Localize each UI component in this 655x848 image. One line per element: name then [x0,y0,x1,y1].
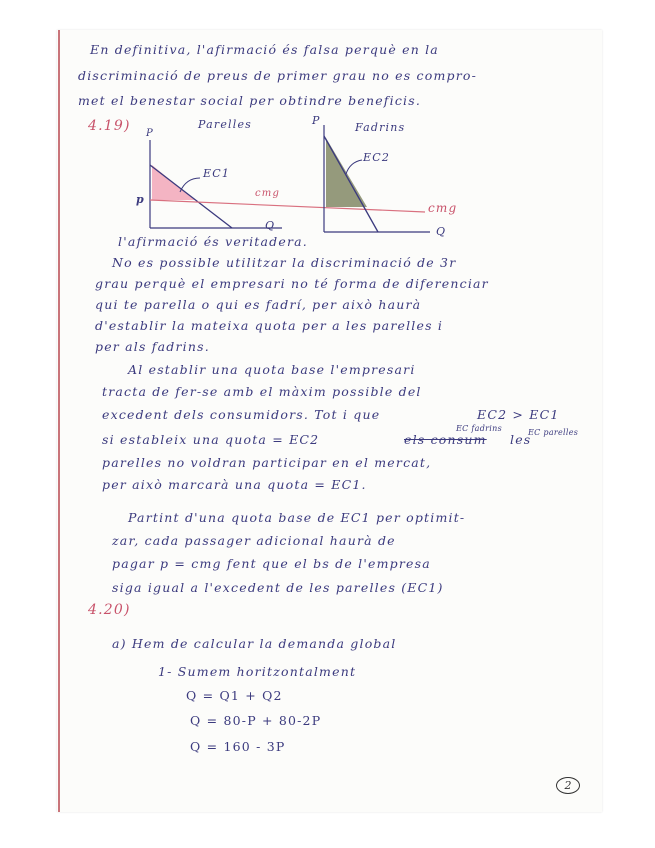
ec1-label: EC1 [203,167,231,180]
graph-title-parelles: Parelles [198,118,253,131]
text-line: 1- Sumem horitzontalment [158,664,357,679]
cmg-label: cmg [428,201,458,215]
text-line: siga igual a l'excedent de les parelles (EC1) [112,580,444,595]
text-line: discriminació de preus de primer grau no es compro- [78,68,478,83]
text-line: qui te parella o qui es fadrí, per això haurà [95,297,422,312]
cmg-label: cmg [255,188,281,199]
text-line: met el benestar social per obtindre beneficis. [78,93,422,108]
text-line: En definitiva, l'afirmació és falsa perquè en la [90,42,439,57]
struck-text: els consum [404,432,487,447]
text-line: tracta de fer-se amb el màxim possible del [102,384,422,399]
price-label: p [136,193,145,206]
exercise-heading-4-20: 4.20) [88,602,131,618]
axis-label-q: Q [265,219,276,232]
axis-label-p: P [146,128,154,139]
cmg-line [150,200,425,212]
exercise-heading-4-19: 4.19) [88,118,131,134]
axis-label-p: P [312,114,321,127]
text-line: per això marcarà una quota = EC1. [102,477,367,492]
text-line: a) Hem de calcular la demanda global [112,636,397,651]
text-line: parelles no voldran participar en el mercat, [102,455,432,470]
equation-line: Q = Q1 + Q2 [186,688,283,703]
text-line: EC2 > EC1 [477,407,560,422]
text-line: grau perquè el empresari no té forma de diferenciar [95,276,489,291]
text-line: excedent dels consumidors. Tot i que [102,407,381,422]
text-line: No es possible utilitzar la discriminació de 3r [112,255,457,270]
equation-line: Q = 160 - 3P [190,739,286,754]
text-line: d'establir la mateixa quota per a les parelles i [95,318,444,333]
text-line: per als fadrins. [95,339,210,354]
text-line: les [510,432,532,447]
sub-label: EC fadrins [456,424,502,433]
text-line: zar, cada passager adicional haurà de [112,533,396,548]
text-line: l'afirmació és veritadera. [118,234,308,249]
text-line: pagar p = cmg fent que el bs de l'empresa [112,556,431,571]
text-line: si estableix una quota = EC2 [102,432,320,447]
text-line: Partint d'una quota base de EC1 per optimit- [128,510,466,525]
graph-title-fadrins: Fadrins [355,121,406,134]
equation-line: Q = 80-P + 80-2P [190,713,322,728]
ec2-arrow [346,160,362,174]
ec2-label: EC2 [363,151,391,164]
sub-label: EC parelles [528,428,579,437]
text-line: Al establir una quota base l'empresari [128,362,416,377]
page-number: 2 [556,777,580,794]
axis-label-q: Q [436,225,447,238]
